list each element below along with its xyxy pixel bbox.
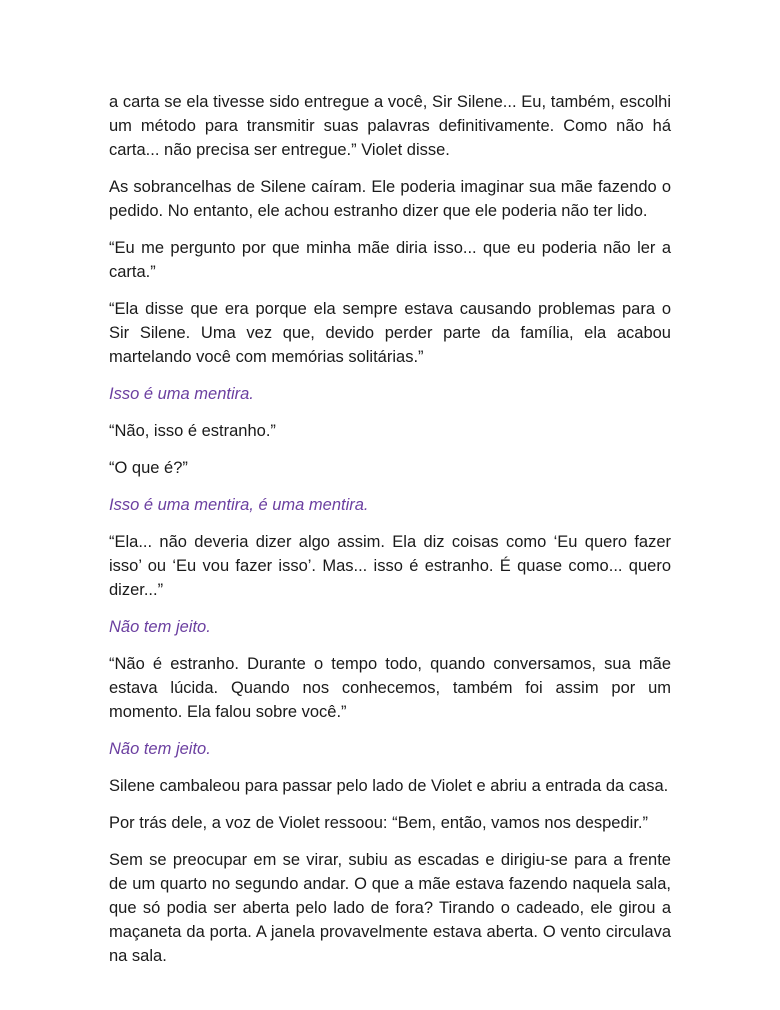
paragraph: Por trás dele, a voz de Violet ressoou: “Bem, então, vamos nos despedir.” bbox=[109, 814, 648, 832]
paragraph: a carta se ela tivesse sido entregue a você, Sir Silene... Eu, também, escolhi um método para transmitir suas palavras definitivamente. Como não há carta... não precisa ser entregue.” Violet disse. bbox=[109, 93, 671, 159]
paragraph: “Não é estranho. Durante o tempo todo, quando conversamos, sua mãe estava lúcida. Quando nos conhecemos, também foi assim por um momento. Ela falou sobre você.” bbox=[109, 655, 671, 721]
paragraph: “Ela disse que era porque ela sempre estava causando problemas para o Sir Silene. Uma vez que, devido perder parte da família, ela acabou martelando você com memórias solitárias.” bbox=[109, 300, 671, 366]
italic-thought: Não tem jeito. bbox=[109, 618, 211, 636]
paragraph: “Eu me pergunto por que minha mãe diria isso... que eu poderia não ler a carta.” bbox=[109, 239, 671, 281]
paragraph: “Não, isso é estranho.” bbox=[109, 422, 276, 440]
paragraph: “Ela... não deveria dizer algo assim. Ela diz coisas como ‘Eu quero fazer isso’ ou ‘Eu vou fazer isso’. Mas... isso é estranho. É quase como... quero dizer...” bbox=[109, 533, 671, 599]
paragraph: As sobrancelhas de Silene caíram. Ele poderia imaginar sua mãe fazendo o pedido. No entanto, ele achou estranho dizer que ele poderia não ter lido. bbox=[109, 178, 671, 220]
italic-thought: Isso é uma mentira, é uma mentira. bbox=[109, 496, 369, 514]
italic-thought: Isso é uma mentira. bbox=[109, 385, 254, 403]
italic-thought: Não tem jeito. bbox=[109, 740, 211, 758]
paragraph: Silene cambaleou para passar pelo lado de Violet e abriu a entrada da casa. bbox=[109, 777, 669, 795]
paragraph: “O que é?” bbox=[109, 459, 188, 477]
document-page bbox=[109, 90, 671, 981]
paragraph: Sem se preocupar em se virar, subiu as escadas e dirigiu-se para a frente de um quarto no segundo andar. O que a mãe estava fazendo naquela sala, que só podia ser aberta pelo lado de fora? Tirando o cadeado, ele girou a maçaneta da porta. A janela provavelmente estava aberta. O vento circulava na sala. bbox=[109, 851, 671, 965]
